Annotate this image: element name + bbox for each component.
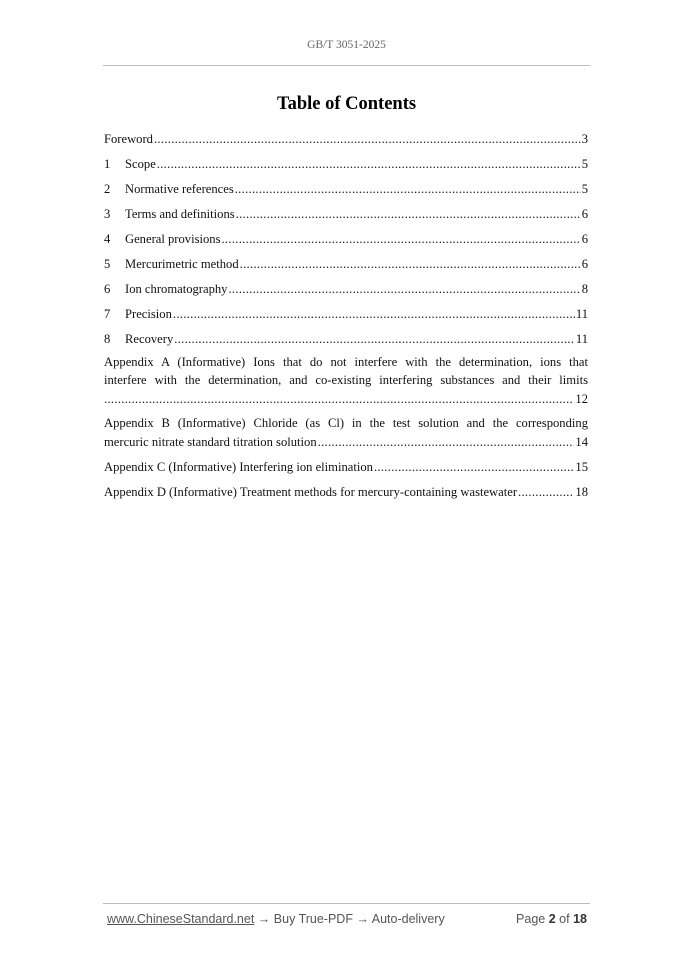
toc-entry-label: General provisions xyxy=(125,232,221,246)
dot-leader xyxy=(235,177,581,202)
toc-entry-number: 4 xyxy=(104,232,111,246)
dot-leader xyxy=(228,277,580,302)
toc-entry-number: 7 xyxy=(104,307,111,321)
toc-entry-precision[interactable] xyxy=(104,302,588,327)
page-word: Page xyxy=(516,912,546,926)
toc-entry-number: 1 xyxy=(104,157,111,171)
toc-entry-appendix-a[interactable] xyxy=(104,353,588,409)
toc-entry-label: Ion chromatography xyxy=(125,282,228,296)
auto-delivery-text: Auto-delivery xyxy=(371,912,445,926)
table-of-contents xyxy=(104,127,588,505)
toc-entry-label-line: Appendix B (Informative) Chloride (as Cl) in the test solution and the corresponding xyxy=(104,416,588,430)
document-code-header: GB/T 3051-2025 xyxy=(307,39,386,51)
toc-entry-mercurimetric-method[interactable] xyxy=(104,252,588,277)
toc-entry-recovery[interactable] xyxy=(104,327,588,352)
toc-entry-label-line: mercuric nitrate standard titration solution xyxy=(104,435,317,449)
footer-promo xyxy=(107,912,445,926)
toc-entry-number: 8 xyxy=(104,332,111,346)
toc-entry-page: 14 xyxy=(575,435,588,449)
dot-leader xyxy=(240,252,581,277)
page-footer xyxy=(107,912,587,932)
dot-leader xyxy=(374,455,574,480)
toc-entry-page: 15 xyxy=(575,460,588,474)
toc-entry-appendix-c[interactable] xyxy=(104,455,588,480)
dot-leader xyxy=(221,227,580,252)
current-page-number: 2 xyxy=(548,912,556,926)
dot-leader xyxy=(174,327,575,352)
toc-entry-label: Precision xyxy=(125,307,172,321)
toc-entry-label: Appendix C (Informative) Interfering ion elimination xyxy=(104,460,373,474)
toc-entry-page: 8 xyxy=(581,282,588,296)
dot-leader xyxy=(173,302,575,327)
toc-entry-number: 5 xyxy=(104,257,111,271)
site-link[interactable]: www.ChineseStandard.net xyxy=(107,912,255,926)
toc-entry-terms-and-definitions[interactable] xyxy=(104,202,588,227)
toc-title: Table of Contents xyxy=(276,94,417,114)
toc-entry-page: 12 xyxy=(575,392,588,406)
toc-entry-foreword[interactable] xyxy=(104,127,588,152)
toc-entry-ion-chromatography[interactable] xyxy=(104,277,588,302)
toc-entry-number: 2 xyxy=(104,182,111,196)
toc-entry-label: Appendix D (Informative) Treatment methods for mercury-containing wastewater xyxy=(104,485,518,499)
buy-pdf-link[interactable]: Buy True-PDF xyxy=(273,912,353,926)
toc-entry-page: 11 xyxy=(575,332,588,346)
of-word: of xyxy=(559,912,570,926)
toc-entry-label: Recovery xyxy=(125,332,174,346)
dot-leader xyxy=(236,202,581,227)
toc-entry-page: 5 xyxy=(581,182,588,196)
toc-entry-page: 11 xyxy=(575,307,588,321)
toc-entry-label: Mercurimetric method xyxy=(125,257,239,271)
toc-entry-label-line: interfere with the determination, and co-existing interfering substances and their limits xyxy=(104,373,588,387)
toc-entry-appendix-b[interactable] xyxy=(104,414,588,452)
toc-entry-page: 6 xyxy=(581,232,588,246)
toc-entry-number: 3 xyxy=(104,207,111,221)
dot-leader xyxy=(518,480,574,505)
toc-entry-page: 5 xyxy=(581,157,588,171)
toc-entry-label: Scope xyxy=(125,157,156,171)
dot-leader xyxy=(154,127,581,152)
dot-leader xyxy=(104,389,574,409)
arrow-right-icon: → xyxy=(257,912,271,926)
toc-entry-number: 6 xyxy=(104,282,111,296)
arrow-right-icon: → xyxy=(356,912,369,926)
dot-leader xyxy=(157,152,581,177)
toc-entry-normative-references[interactable] xyxy=(104,177,588,202)
dot-leader xyxy=(318,432,575,452)
toc-entry-scope[interactable] xyxy=(104,152,588,177)
toc-entry-page: 6 xyxy=(581,257,588,271)
toc-entry-general-provisions[interactable] xyxy=(104,227,588,252)
toc-entry-label-line: Appendix A (Informative) Ions that do not interfere with the determination, ions that xyxy=(104,355,588,369)
toc-entry-page: 6 xyxy=(581,207,588,221)
header-divider xyxy=(103,65,590,66)
toc-entry-label: Normative references xyxy=(125,182,234,196)
toc-entry-page: 3 xyxy=(581,132,588,146)
total-page-number: 18 xyxy=(573,912,587,926)
toc-entry-appendix-d[interactable] xyxy=(104,480,588,505)
toc-entry-label: Terms and definitions xyxy=(125,207,235,221)
toc-entry-page: 18 xyxy=(575,485,588,499)
page-number-indicator xyxy=(516,912,587,926)
toc-entry-label: Foreword xyxy=(104,132,153,146)
footer-divider xyxy=(103,903,590,904)
